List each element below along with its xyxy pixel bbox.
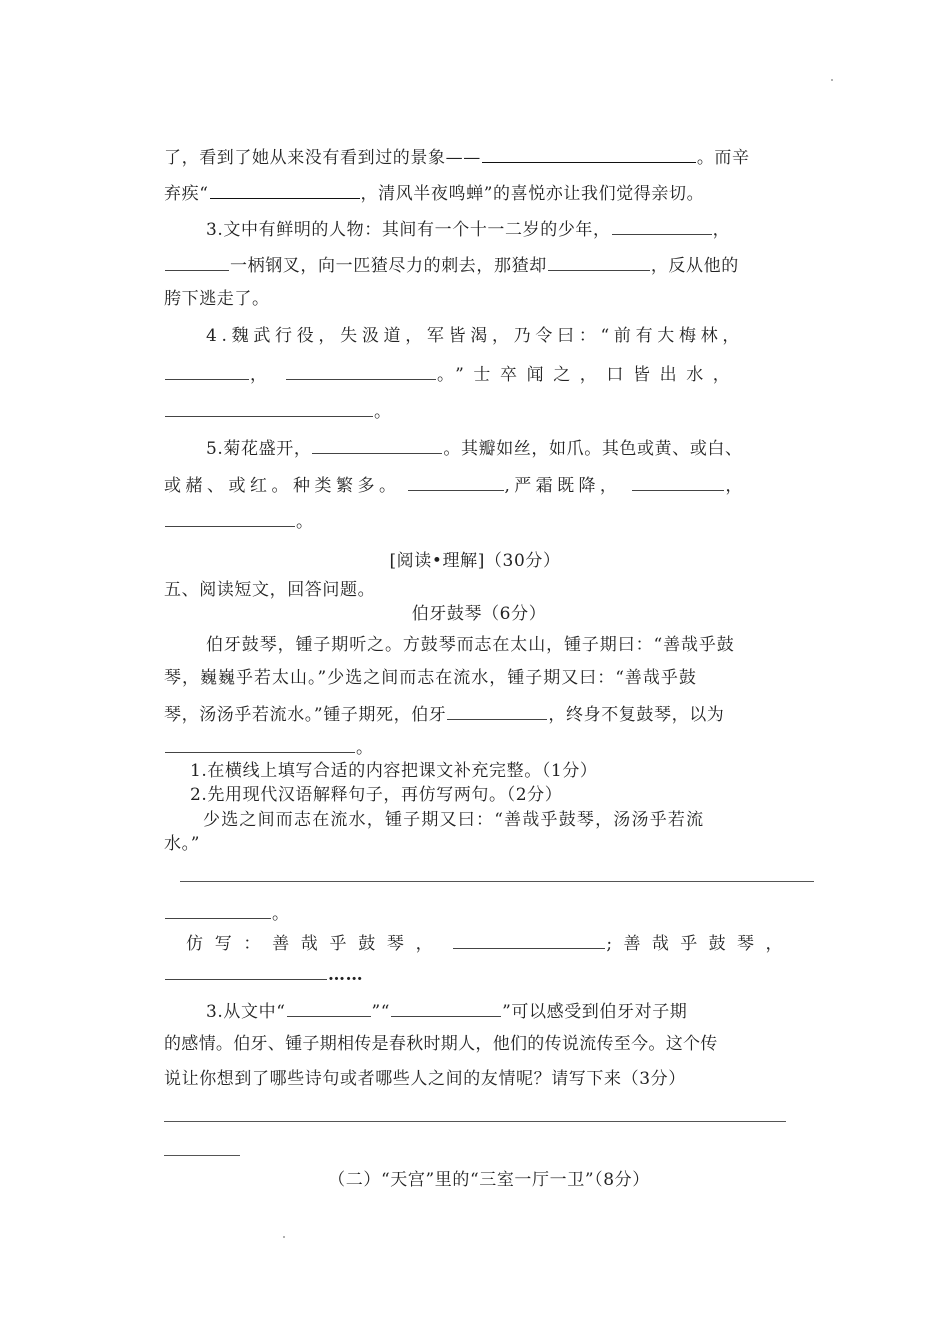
answer-line[interactable] bbox=[180, 881, 814, 882]
text-line bbox=[164, 144, 750, 169]
text-segment: 。 bbox=[374, 402, 392, 422]
text-segment: ,严霜既降， bbox=[504, 476, 622, 496]
text-segment: ”“ bbox=[371, 1002, 391, 1022]
answer-line[interactable] bbox=[164, 1121, 786, 1122]
answer-blank[interactable] bbox=[165, 900, 271, 919]
text-segment: 。 bbox=[296, 512, 314, 532]
text-segment: 了，看到了她从来没有看到过的景象—— bbox=[164, 148, 481, 168]
passage-line bbox=[164, 734, 374, 759]
question-2: 2.先用现代汉语解释句子，再仿写两句。（2分） bbox=[190, 785, 563, 805]
text-segment: 弃疾“ bbox=[164, 184, 209, 204]
answer-line[interactable] bbox=[164, 1155, 240, 1156]
question-3-line bbox=[206, 216, 730, 241]
passage-line: 伯牙鼓琴，锺子期听之。方鼓琴而志在太山，锺子期曰：“善哉乎鼓 bbox=[206, 635, 735, 655]
scan-dot bbox=[283, 1236, 285, 1238]
answer-blank[interactable] bbox=[165, 961, 327, 980]
imitation-line bbox=[164, 961, 363, 986]
answer-blank[interactable] bbox=[312, 435, 442, 454]
answer-blank[interactable] bbox=[165, 398, 373, 417]
answer-blank[interactable] bbox=[165, 361, 249, 380]
answer-blank[interactable] bbox=[286, 361, 436, 380]
question-3-line: 的感情。伯牙、锺子期相传是春秋时期人，他们的传说流传至今。这个传 bbox=[164, 1034, 718, 1054]
answer-blank[interactable] bbox=[165, 734, 355, 753]
text-segment: …… bbox=[328, 965, 364, 985]
answer-blank[interactable] bbox=[447, 701, 547, 720]
question-5-line bbox=[206, 435, 743, 460]
text-segment: 仿写：善哉乎鼓琴， bbox=[186, 934, 445, 954]
question-3-line: 说让你想到了哪些诗句或者哪些人之间的友情呢？请写下来（3分） bbox=[164, 1069, 686, 1089]
question-2-quote: 少选之间而志在流水，锺子期又曰：“善哉乎鼓琴，汤汤乎若流 bbox=[203, 810, 705, 830]
answer-blank[interactable] bbox=[165, 252, 229, 271]
passage-line bbox=[164, 701, 724, 726]
text-segment: 或赭、或红。种类繁多。 bbox=[164, 476, 401, 496]
question-5-line bbox=[164, 508, 314, 533]
text-segment: 3.从文中“ bbox=[206, 1002, 286, 1022]
text-segment: 。而辛 bbox=[696, 148, 750, 168]
question-4-line bbox=[164, 398, 392, 423]
reading-header: [阅读•理解]（30分） bbox=[389, 551, 561, 571]
text-segment: ， bbox=[725, 476, 743, 496]
text-segment: ”可以感受到伯牙对子期 bbox=[502, 1002, 688, 1022]
text-segment: ，清风半夜鸣蝉”的喜悦亦让我们觉得亲切。 bbox=[360, 184, 705, 204]
question-3-line bbox=[206, 998, 687, 1023]
imitation-line bbox=[186, 930, 794, 955]
answer-line-end bbox=[164, 900, 290, 925]
text-segment: 。”士卒闻之，口皆出水， bbox=[437, 365, 740, 385]
text-segment: 3.文中有鲜明的人物：其间有一个十一二岁的少年， bbox=[206, 220, 611, 240]
answer-blank[interactable] bbox=[612, 216, 712, 235]
text-segment: 。其瓣如丝，如爪。其色或黄、或白、 bbox=[443, 439, 743, 459]
text-segment: ，反从他的 bbox=[650, 256, 739, 276]
text-segment: ，终身不复鼓琴，以为 bbox=[548, 705, 725, 725]
answer-blank[interactable] bbox=[408, 472, 504, 491]
question-5-line bbox=[164, 472, 743, 497]
text-segment: ， bbox=[712, 220, 731, 240]
text-segment: 。 bbox=[356, 738, 374, 758]
question-3-line bbox=[164, 252, 739, 277]
question-2-quote: 水。” bbox=[164, 834, 200, 854]
question-3-line: 胯下逃走了。 bbox=[164, 289, 270, 309]
question-4-line bbox=[164, 361, 739, 386]
scan-dot bbox=[831, 79, 833, 81]
answer-blank[interactable] bbox=[453, 930, 605, 949]
answer-blank[interactable] bbox=[210, 180, 360, 199]
answer-blank[interactable] bbox=[482, 144, 696, 163]
next-passage-title: （二）“天宫”里的“三室一厅一卫”（8分） bbox=[328, 1170, 650, 1190]
section-heading: 五、阅读短文，回答问题。 bbox=[164, 580, 376, 600]
text-segment: 5.菊花盛开， bbox=[206, 439, 312, 459]
text-segment: 一柄钢叉，向一匹猹尽力的刺去，那猹却 bbox=[230, 256, 547, 276]
text-segment: 琴，汤汤乎若流水。”锺子期死，伯牙 bbox=[164, 705, 447, 725]
answer-blank[interactable] bbox=[287, 998, 371, 1017]
answer-blank[interactable] bbox=[632, 472, 724, 491]
answer-blank[interactable] bbox=[391, 998, 501, 1017]
passage-title: 伯牙鼓琴（6分） bbox=[411, 604, 547, 624]
text-line bbox=[164, 180, 704, 205]
answer-blank[interactable] bbox=[548, 252, 650, 271]
question-4-line: 4.魏武行役，失汲道，军皆渴，乃令曰：“前有大梅林， bbox=[206, 326, 745, 346]
text-segment: ;善哉乎鼓琴， bbox=[606, 934, 794, 954]
passage-line: 琴，巍巍乎若太山。”少选之间而志在流水，锺子期又曰：“善哉乎鼓 bbox=[164, 668, 697, 688]
answer-blank[interactable] bbox=[165, 508, 295, 527]
text-segment: ， bbox=[250, 365, 273, 385]
question-1: 1.在横线上填写合适的内容把课文补充完整。（1分） bbox=[190, 761, 598, 781]
text-segment: 。 bbox=[272, 904, 290, 924]
